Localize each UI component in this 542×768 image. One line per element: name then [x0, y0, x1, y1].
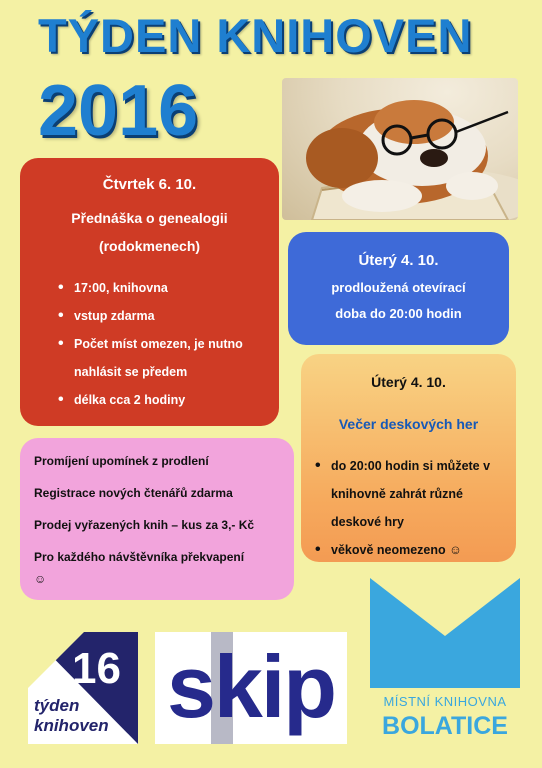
offer-line: Registrace nových čtenářů zdarma [34, 486, 233, 500]
offer-line: Pro každého návštěvníka překvapení [34, 550, 245, 564]
mistni-knihovna-logo [370, 578, 520, 748]
board-games-title: Večer deskových her [338, 416, 479, 432]
board-games-list [313, 452, 513, 564]
tyden-knihoven-logo [28, 632, 138, 744]
dog-reading-photo [282, 78, 518, 220]
skip-text: skip [166, 637, 336, 736]
tk-word1: týden [34, 696, 80, 715]
genealogy-lecture-box [20, 158, 279, 426]
lecture-subtitle: (rodokmenech) [98, 238, 201, 254]
list-item: • do 20:00 hodin si můžete v knihovně zahrát různé deskové hry [313, 452, 513, 536]
offer-line: Prodej vyřazených knih – kus za 3,- Kč [34, 518, 255, 532]
library-offers-box [20, 438, 294, 600]
board-games-date: Úterý 4. 10. [371, 374, 446, 390]
list-item: • 17:00, knihovna [56, 274, 276, 302]
list-item: • věkově neomezeno ☺ [313, 536, 513, 564]
extended-hours-line2: doba do 20:00 hodin [335, 306, 462, 321]
list-item: • Počet míst omezen, je nutno nahlásit se předem [56, 330, 276, 386]
poster-title: TÝDEN KNIHOVEN [38, 9, 473, 62]
mk-line2: BOLATICE [382, 712, 508, 740]
lecture-title: Přednáška o genealogii [71, 210, 228, 226]
skip-logo [155, 632, 347, 744]
lecture-date: Čtvrtek 6. 10. [102, 176, 197, 193]
poster-year: 2016 [38, 71, 199, 151]
extended-hours-box [288, 232, 509, 345]
extended-hours-line1: prodloužená otevírací [331, 280, 466, 295]
list-item: • vstup zdarma [56, 302, 276, 330]
tk-word2: knihoven [34, 716, 109, 735]
smiley-icon: ☺ [34, 572, 47, 586]
lecture-details-list [56, 274, 276, 414]
tk-number: 16 [72, 644, 121, 693]
list-item: • délka cca 2 hodiny [56, 386, 276, 414]
extended-hours-date: Úterý 4. 10. [358, 252, 439, 269]
mk-line1: MÍSTNÍ KNIHOVNA [383, 694, 507, 709]
offer-line: Promíjení upomínek z prodlení [34, 454, 209, 468]
board-games-box [301, 354, 516, 562]
